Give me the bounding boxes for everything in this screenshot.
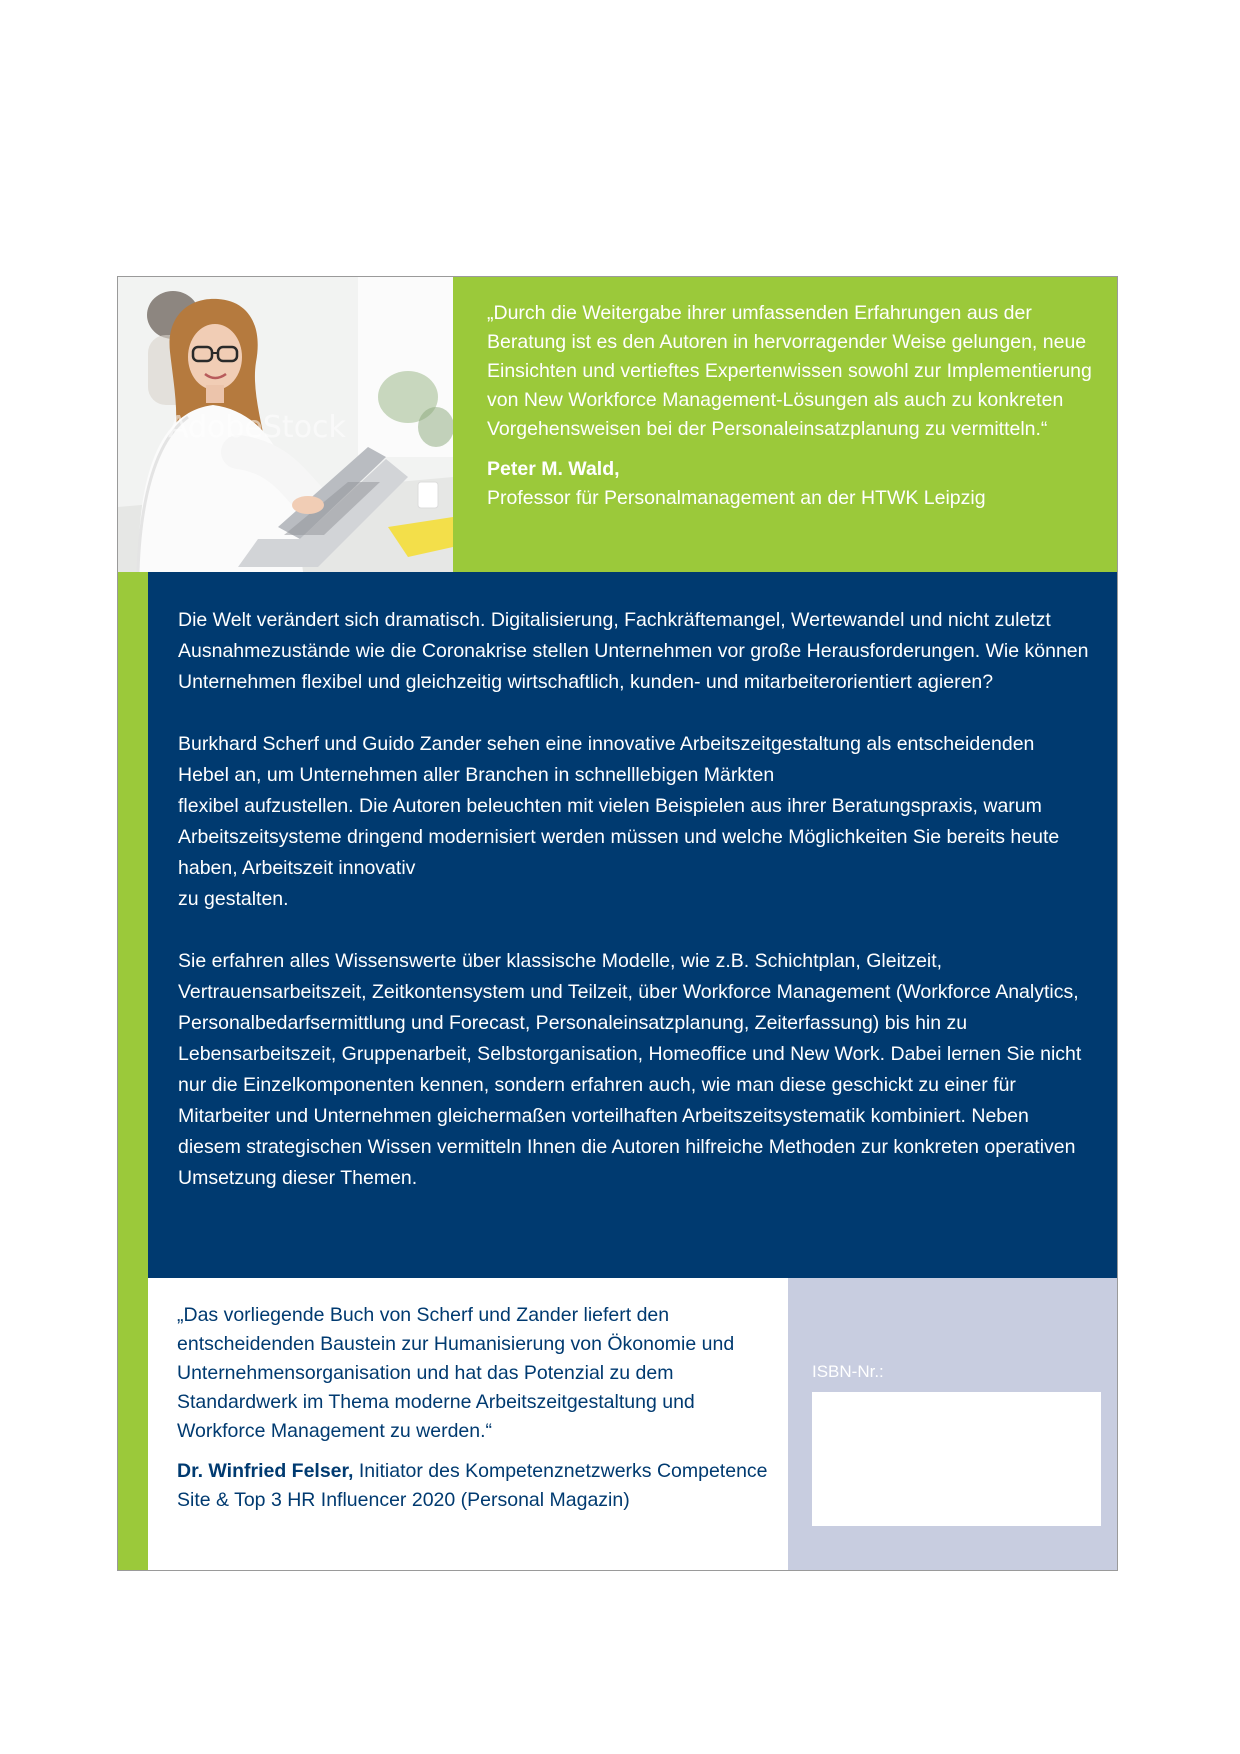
bottom-quote-attribution (177, 1457, 777, 1515)
top-quote-text: „Durch die Weitergabe ihrer umfassenden Erfahrungen aus der Beratung ist es den Autoren in hervorragender Weise gelungen, neue Einsichten und vertieftes Expertenwissen sowohl zur Implementierung von New Workforce Management-Lösungen als auch zu konkreten Vorgehensweisen bei der Personaleinsatzplanung zu vermitteln.“ (487, 302, 1092, 440)
description-paragraph: Die Welt verändert sich dramatisch. Digitalisierung, Fachkräftemangel, Wertewandel und nicht zuletzt Ausnahmezustände wie die Coronakrise stellen Unternehmen vor große Herausforderungen. Wie können Unternehmen flexibel und gleichzeitig wirtschaftlich, kunden- und mitarbeiterorientiert agieren? (178, 609, 1089, 693)
top-quote-band (118, 277, 1118, 572)
description-block (148, 572, 1118, 1278)
isbn-label: ISBN-Nr.: (812, 1362, 884, 1381)
bottom-quote-author: Dr. Winfried Felser, (177, 1460, 354, 1482)
bottom-quote (177, 1301, 777, 1515)
book-back-cover (117, 276, 1118, 1571)
top-quote (487, 299, 1097, 513)
stock-watermark: AdobeStock (168, 410, 346, 445)
description-paragraph: Burkhard Scherf und Guido Zander sehen eine innovative Arbeitszeitgestaltung als entscheidenden Hebel an, um Unternehmen aller Branchen in schnelllebigen Märkten flexibel aufzustellen. Die Autoren beleuchten mit vielen Beispielen aus ihrer Beratungspraxis, warum Arbeitszeitsysteme dringend modernisiert werden müssen und welche Möglichkeiten Sie bereits heute haben, Arbeitszeit innovativ zu gestalten. (178, 733, 1060, 910)
top-quote-author: Peter M. Wald, (487, 458, 620, 480)
cover-photo (118, 277, 453, 572)
top-quote-author-title: Professor für Personalmanagement an der HTWK Leipzig (487, 487, 986, 509)
bottom-quote-author-title: Initiator des Kompetenznetzwerks Competence Site & Top 3 HR Influencer 2020 (Personal Magazin) (177, 1460, 768, 1511)
green-side-strip (118, 572, 148, 1571)
bottom-quote-text: „Das vorliegende Buch von Scherf und Zander liefert den entscheidenden Baustein zur Humanisierung von Ökonomie und Unternehmensorganisation und hat das Potenzial zu dem Standardwerk im Thema moderne Arbeitszeitgestaltung und Workforce Management zu werden.“ (177, 1304, 735, 1442)
isbn-barcode-box (812, 1392, 1101, 1526)
isbn-panel (788, 1278, 1118, 1571)
description-paragraph: Sie erfahren alles Wissenswerte über klassische Modelle, wie z.B. Schichtplan, Gleitzeit, Vertrauensarbeitszeit, Zeitkontensystem und Teilzeit, über Workforce Management (Workforce Analytics, Personalbedarfsermittlung und Forecast, Personaleinsatzplanung, Zeiterfassung) bis hin zu Lebensarbeitszeit, Gruppenarbeit, Selbstorganisation, Homeoffice und New Work. Dabei lernen Sie nicht nur die Einzelkomponenten kennen, sondern erfahren auch, wie man diese geschickt zu einer für Mitarbeiter und Unternehmen gleichermaßen vorteilhaften Arbeitszeitsystematik kombiniert. Neben diesem strategischen Wissen vermitteln Ihnen die Autoren hilfreiche Methoden zur konkreten operativen Umsetzung dieser Themen. (178, 950, 1082, 1189)
woman-at-laptop-image (118, 277, 453, 572)
